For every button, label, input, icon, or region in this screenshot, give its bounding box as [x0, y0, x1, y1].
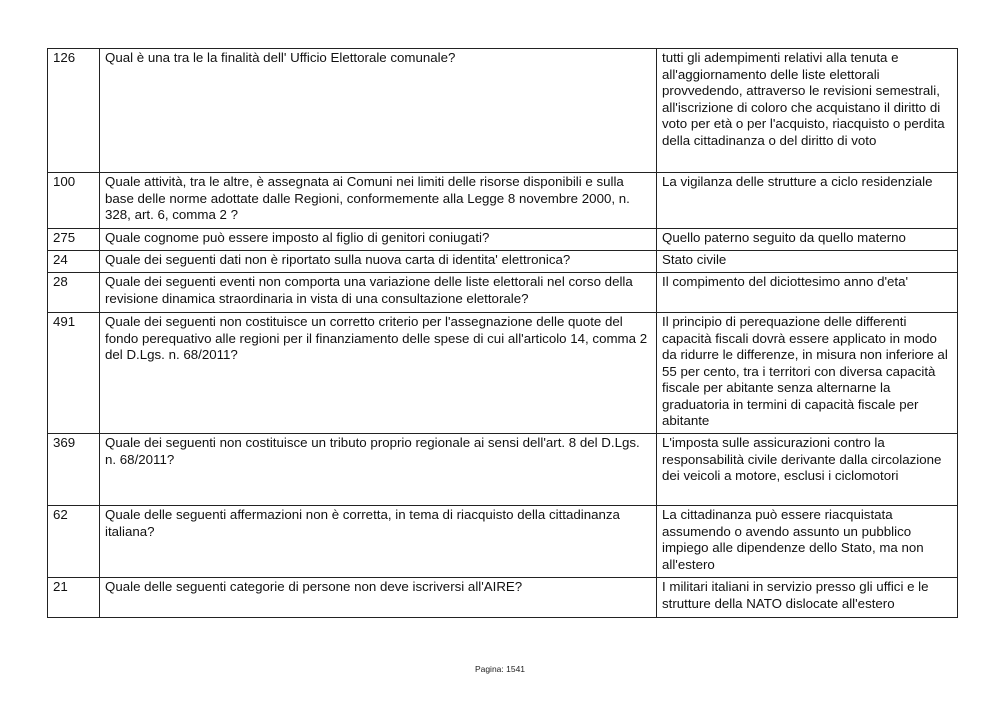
table-row — [48, 506, 958, 578]
question-text: Quale dei seguenti dati non è riportato sulla nuova carta di identita' elettronica? — [100, 251, 657, 273]
question-text: Quale delle seguenti categorie di persone non deve iscriversi all'AIRE? — [100, 578, 657, 618]
question-answer-table — [47, 48, 958, 618]
table-row — [48, 578, 958, 618]
question-number: 21 — [48, 578, 100, 618]
question-number: 100 — [48, 173, 100, 229]
question-text: Quale cognome può essere imposto al figlio di genitori coniugati? — [100, 229, 657, 251]
question-text: Quale dei seguenti non costituisce un tributo proprio regionale ai sensi dell'art. 8 del D.Lgs. n. 68/2011? — [100, 434, 657, 506]
question-number: 24 — [48, 251, 100, 273]
question-text: Quale attività, tra le altre, è assegnata ai Comuni nei limiti delle risorse disponibili e sulla base delle norme adottate dalle Regioni, conformemente alla Legge 8 novembre 2000, n. 328, art. 6, comma 2 ? — [100, 173, 657, 229]
table-row — [48, 313, 958, 434]
question-text: Quale dei seguenti non costituisce un corretto criterio per l'assegnazione delle quote del fondo perequativo alle regioni per il finanziamento delle spese di cui all'articolo 14, comma 2 del D.Lgs. n. 68/2011? — [100, 313, 657, 434]
question-number: 28 — [48, 273, 100, 313]
answer-text: I militari italiani in servizio presso gli uffici e le strutture della NATO dislocate all'estero — [657, 578, 958, 618]
question-text: Qual è una tra le la finalità dell' Ufficio Elettorale comunale? — [100, 49, 657, 173]
page-number: Pagina: 1541 — [474, 664, 526, 674]
answer-text: Stato civile — [657, 251, 958, 273]
question-number: 62 — [48, 506, 100, 578]
table-row — [48, 49, 958, 173]
question-text: Quale delle seguenti affermazioni non è corretta, in tema di riacquisto della cittadinanza italiana? — [100, 506, 657, 578]
question-number: 491 — [48, 313, 100, 434]
question-number: 126 — [48, 49, 100, 173]
table-row — [48, 173, 958, 229]
answer-text: La vigilanza delle strutture a ciclo residenziale — [657, 173, 958, 229]
answer-text: tutti gli adempimenti relativi alla tenuta e all'aggiornamento delle liste elettorali provvedendo, attraverso le revisioni semestrali, all'iscrizione di coloro che acquistano il diritto di voto per età o per l'acquisto, riacquisto o perdita della cittadinanza o del diritto di voto — [657, 49, 958, 173]
question-number: 369 — [48, 434, 100, 506]
table-row — [48, 434, 958, 506]
answer-text: L'imposta sulle assicurazioni contro la responsabilità civile derivante dalla circolazione dei veicoli a motore, esclusi i ciclomotori — [657, 434, 958, 506]
answer-text: Quello paterno seguito da quello materno — [657, 229, 958, 251]
question-number: 275 — [48, 229, 100, 251]
table-row — [48, 229, 958, 251]
answer-text: Il compimento del diciottesimo anno d'eta' — [657, 273, 958, 313]
table-row — [48, 273, 958, 313]
question-text: Quale dei seguenti eventi non comporta una variazione delle liste elettorali nel corso della revisione dinamica straordinaria in vista di una consultazione elettorale? — [100, 273, 657, 313]
answer-text: La cittadinanza può essere riacquistata assumendo o avendo assunto un pubblico impiego alle dipendenze dello Stato, ma non all'estero — [657, 506, 958, 578]
answer-text: Il principio di perequazione delle differenti capacità fiscali dovrà essere applicato in modo da ridurre le differenze, in misura non inferiore al 55 per cento, tra i territori con diversa capacità fiscale per abitante senza alternarne la graduatoria in termini di capacità fiscale per abitante — [657, 313, 958, 434]
table-row — [48, 251, 958, 273]
